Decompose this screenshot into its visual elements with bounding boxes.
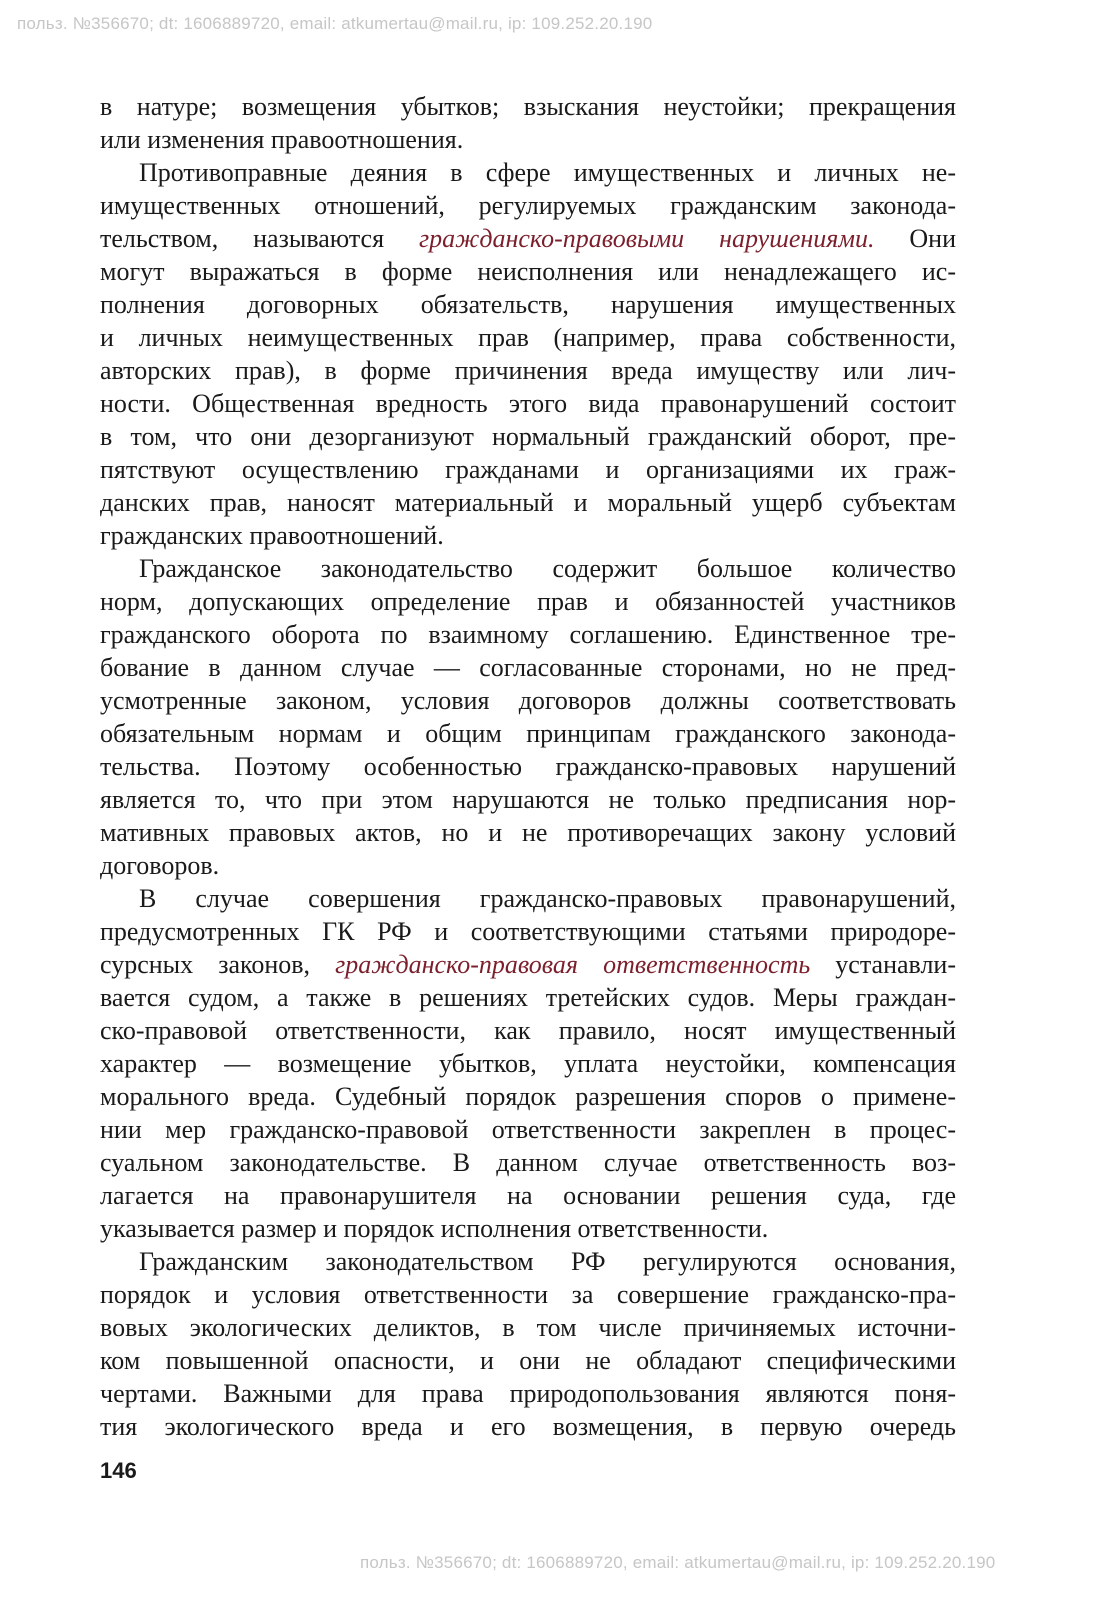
text-line: характер — возмещение убытков, уплата неустойки, компенсация — [100, 1049, 956, 1078]
text-line: и личных неимущественных прав (например, права собственности, — [100, 323, 956, 352]
text-line: тия экологического вреда и его возмещения, в первую очередь — [100, 1412, 956, 1441]
text-line: нии мер гражданско-правовой ответственности закреплен в процес- — [100, 1115, 956, 1144]
text-line: ско-правовой ответственности, как правило, носят имущественный — [100, 1016, 956, 1045]
text-line: обязательным нормам и общим принципам гражданского законода- — [100, 719, 956, 748]
text-line: в том, что они дезорганизуют нормальный гражданский оборот, пре- — [100, 422, 956, 451]
text-line: полнения договорных обязательств, нарушения имущественных — [100, 290, 956, 319]
text-line: ности. Общественная вредность этого вида правонарушений состоит — [100, 389, 956, 418]
text-line: Гражданское законодательство содержит большое количество — [139, 554, 956, 583]
text-line: Гражданским законодательством РФ регулируются основания, — [139, 1247, 956, 1276]
text-line: усмотренные законом, условия договоров должны соответствовать — [100, 686, 956, 715]
page-number: 146 — [100, 1458, 137, 1483]
watermark-top: польз. №356670; dt: 1606889720, email: atkumertau@mail.ru, ip: 109.252.20.190 — [17, 14, 653, 33]
text-line: порядок и условия ответственности за совершение гражданско-пра- — [100, 1280, 956, 1309]
text-line: предусмотренных ГК РФ и соответствующими статьями природоре- — [100, 917, 956, 946]
text-line: могут выражаться в форме неисполнения или ненадлежащего ис- — [100, 257, 956, 286]
text-line: тельством, называются гражданско-правовыми нарушениями. Они — [100, 224, 956, 253]
term-civil-liability: гражданско-правовая ответственность — [335, 950, 811, 979]
text-line: в натуре; возмещения убытков; взыскания неустойки; прекращения — [100, 92, 956, 121]
watermark-bottom: польз. №356670; dt: 1606889720, email: atkumertau@mail.ru, ip: 109.252.20.190 — [360, 1553, 996, 1572]
text-line: указывается размер и порядок исполнения ответственности. — [100, 1214, 769, 1243]
text-line: имущественных отношений, регулируемых гражданским законода- — [100, 191, 956, 220]
text-line: данских прав, наносят материальный и моральный ущерб субъектам — [100, 488, 956, 517]
text-line: морального вреда. Судебный порядок разрешения споров о примене- — [100, 1082, 956, 1111]
text-line: пятствуют осуществлению гражданами и организациями их граж- — [100, 455, 956, 484]
text-line: В случае совершения гражданско-правовых правонарушений, — [139, 884, 956, 913]
text-line: гражданского оборота по взаимному соглашению. Единственное тре- — [100, 620, 956, 649]
text-line: норм, допускающих определение прав и обязанностей участников — [100, 587, 956, 616]
text-line: сурсных законов, гражданско-правовая ответственность устанавли- — [100, 950, 956, 979]
text-line: договоров. — [100, 851, 220, 880]
text-line: чертами. Важными для права природопользования являются поня- — [100, 1379, 956, 1408]
text-line: бование в данном случае — согласованные сторонами, но не пред- — [100, 653, 956, 682]
text-line: является то, что при этом нарушаются не только предписания нор- — [100, 785, 956, 814]
text-line: или изменения правоотношения. — [100, 125, 464, 154]
text-line: ком повышенной опасности, и они не обладают специфическими — [100, 1346, 956, 1375]
text-line: тельства. Поэтому особенностью гражданско-правовых нарушений — [100, 752, 956, 781]
text-line: суальном законодательстве. В данном случае ответственность воз- — [100, 1148, 956, 1177]
text-line: Противоправные деяния в сфере имущественных и личных не- — [139, 158, 956, 187]
text-line: вается судом, а также в решениях третейских судов. Меры граждан- — [100, 983, 956, 1012]
text-line: авторских прав), в форме причинения вреда имуществу или лич- — [100, 356, 956, 385]
text-line: лагается на правонарушителя на основании решения суда, где — [100, 1181, 956, 1210]
term-civil-law-violations: гражданско-правовыми нарушениями. — [419, 224, 875, 253]
text-line: мативных правовых актов, но и не противоречащих закону условий — [100, 818, 956, 847]
body-text — [100, 90, 956, 1443]
text-line: гражданских правоотношений. — [100, 521, 444, 550]
text-line: вовых экологических деликтов, в том числе причиняемых источни- — [100, 1313, 956, 1342]
